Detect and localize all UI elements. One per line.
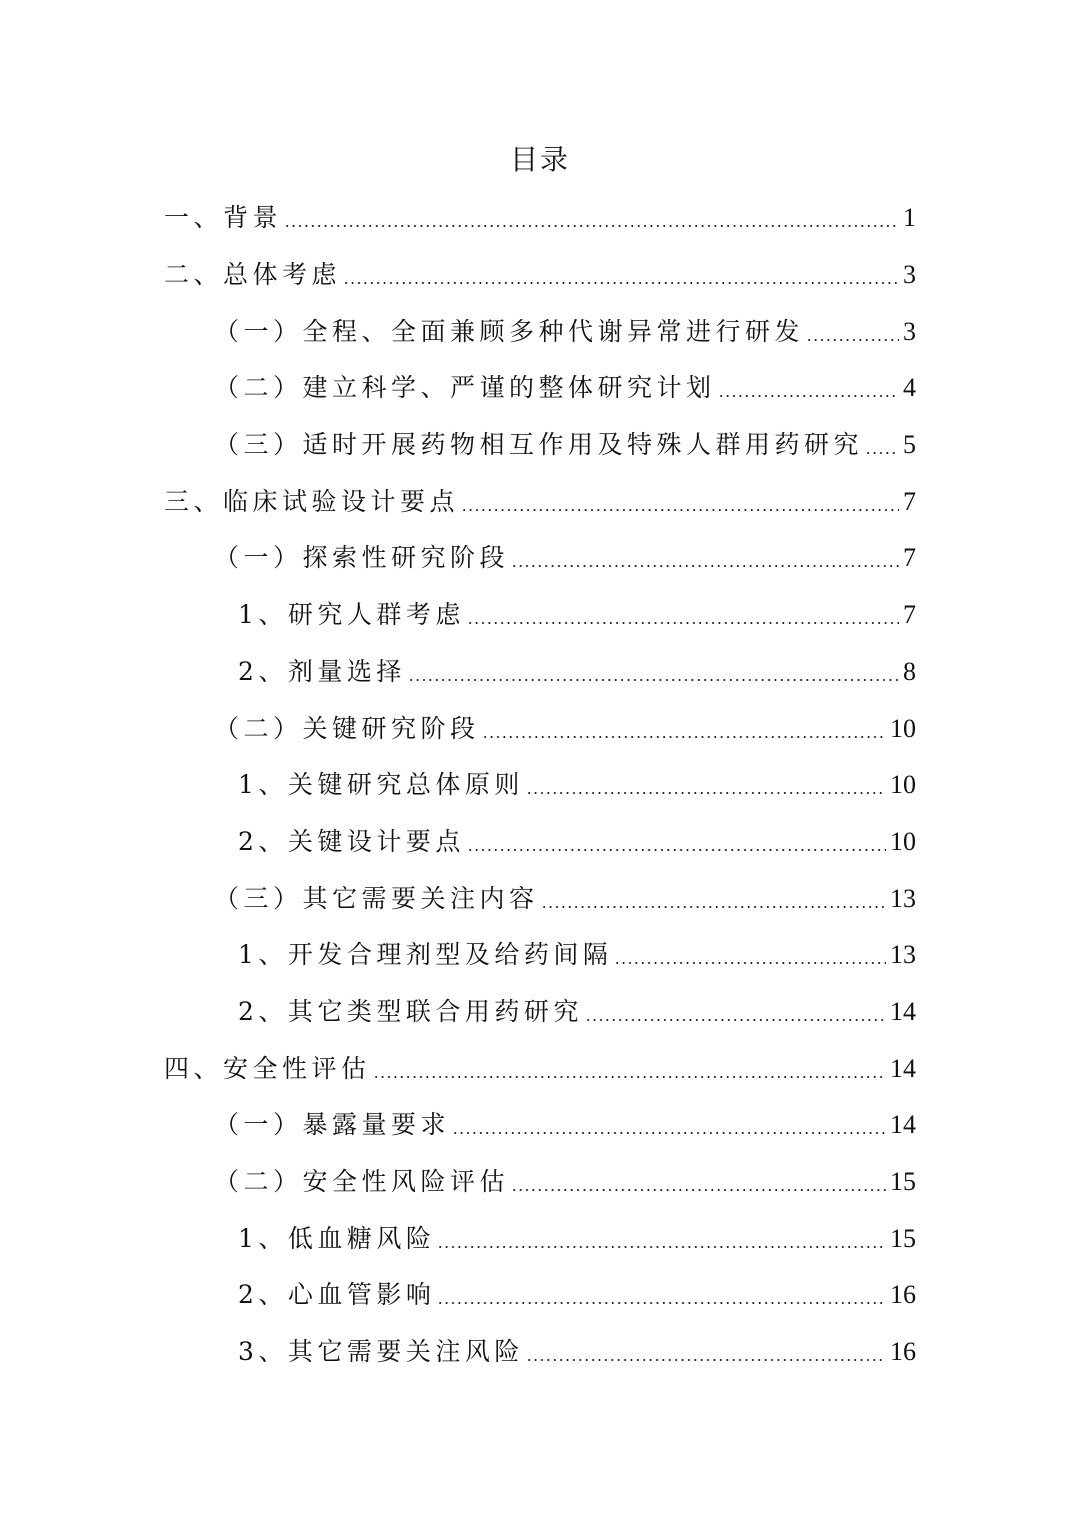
toc-entry[interactable]: [214, 530, 916, 587]
dot-leader: [806, 312, 899, 352]
toc-entry-page: 7: [903, 600, 916, 630]
toc-entry-label: 2、关键设计要点: [238, 826, 465, 856]
toc-entry[interactable]: [238, 587, 916, 644]
toc-entry-page: 13: [890, 883, 916, 913]
dot-leader: [467, 822, 886, 862]
toc-entry[interactable]: [238, 984, 916, 1041]
toc-entry-label: （三）适时开展药物相互作用及特殊人群用药研究: [214, 430, 864, 460]
dot-leader: [373, 1049, 886, 1089]
dot-leader: [865, 425, 899, 465]
toc-entry[interactable]: [214, 1097, 916, 1154]
toc-entry-label: 二、总体考虑: [164, 260, 342, 290]
toc-entry[interactable]: [214, 700, 916, 757]
toc-entry-label: 1、低血糖风险: [238, 1223, 436, 1253]
toc-entry[interactable]: [238, 1210, 916, 1267]
toc-entry-label: 1、开发合理剂型及给药间隔: [238, 940, 613, 970]
toc-entry-page: 3: [903, 316, 916, 346]
toc-entry-label: （一）全程、全面兼顾多种代谢异常进行研发: [214, 316, 805, 346]
toc-entry-label: 三、临床试验设计要点: [164, 486, 460, 516]
toc-entry-page: 15: [890, 1167, 916, 1197]
toc-entry-label: （一）暴露量要求: [214, 1110, 451, 1140]
toc-entry-page: 1: [903, 203, 916, 233]
toc-entry-label: （二）建立科学、严谨的整体研究计划: [214, 373, 716, 403]
dot-leader: [526, 1332, 886, 1372]
toc-entry-page: 13: [890, 940, 916, 970]
toc-entry-page: 14: [890, 996, 916, 1026]
toc-entry-page: 14: [890, 1110, 916, 1140]
toc-entry-page: 7: [903, 543, 916, 573]
toc-entry[interactable]: [214, 870, 916, 927]
toc-entry-page: 4: [903, 373, 916, 403]
dot-leader: [461, 482, 899, 522]
toc-entry-page: 10: [890, 770, 916, 800]
toc-entry[interactable]: [164, 1040, 916, 1097]
toc-entry[interactable]: [164, 190, 916, 247]
toc-entry-label: 2、心血管影响: [238, 1280, 436, 1310]
toc-entry-page: 7: [903, 486, 916, 516]
dot-leader: [526, 765, 886, 805]
toc-entry[interactable]: [238, 814, 916, 871]
dot-leader: [511, 538, 899, 578]
toc-entry[interactable]: [214, 303, 916, 360]
toc-entry-page: 3: [903, 260, 916, 290]
toc-entry-label: （三）其它需要关注内容: [214, 883, 539, 913]
toc-entry[interactable]: [238, 1324, 916, 1381]
toc-entry-page: 8: [903, 656, 916, 686]
toc-title: 目录: [509, 143, 570, 176]
toc-entry[interactable]: [214, 1154, 916, 1211]
toc-entry[interactable]: [214, 417, 916, 474]
toc-entry-label: 3、其它需要关注风险: [238, 1337, 524, 1367]
toc-entry-label: （二）关键研究阶段: [214, 713, 480, 743]
toc-entry-label: 四、安全性评估: [164, 1053, 371, 1083]
dot-leader: [541, 879, 886, 919]
dot-leader: [343, 255, 899, 295]
toc-entry-label: 2、其它类型联合用药研究: [238, 996, 583, 1026]
toc-entry-page: 10: [890, 713, 916, 743]
toc-entry-label: 2、剂量选择: [238, 656, 406, 686]
toc-entry[interactable]: [238, 1267, 916, 1324]
toc-entry-page: 15: [890, 1223, 916, 1253]
toc-entry-page: 16: [890, 1280, 916, 1310]
dot-leader: [614, 935, 886, 975]
toc-entry-label: 1、关键研究总体原则: [238, 770, 524, 800]
dot-leader: [467, 595, 899, 635]
toc-entry-label: （二）安全性风险评估: [214, 1167, 510, 1197]
dot-leader: [437, 1275, 886, 1315]
dot-leader: [511, 1162, 886, 1202]
dot-leader: [482, 709, 886, 749]
dot-leader: [452, 1105, 886, 1145]
dot-leader: [585, 992, 886, 1032]
toc-entry-page: 16: [890, 1337, 916, 1367]
toc-entry[interactable]: [238, 927, 916, 984]
toc-list: [0, 190, 1080, 1380]
toc-entry-label: 一、背景: [164, 203, 283, 233]
toc-entry-page: 10: [890, 826, 916, 856]
toc-entry-page: 5: [903, 430, 916, 460]
toc-entry[interactable]: [164, 247, 916, 304]
dot-leader: [408, 652, 899, 692]
toc-entry-page: 14: [890, 1053, 916, 1083]
dot-leader: [718, 368, 899, 408]
toc-entry[interactable]: [214, 360, 916, 417]
toc-entry[interactable]: [238, 644, 916, 701]
dot-leader: [437, 1219, 886, 1259]
toc-entry-label: 1、研究人群考虑: [238, 600, 465, 630]
dot-leader: [284, 198, 899, 238]
toc-entry-label: （一）探索性研究阶段: [214, 543, 510, 573]
toc-entry[interactable]: [164, 473, 916, 530]
toc-entry[interactable]: [238, 757, 916, 814]
